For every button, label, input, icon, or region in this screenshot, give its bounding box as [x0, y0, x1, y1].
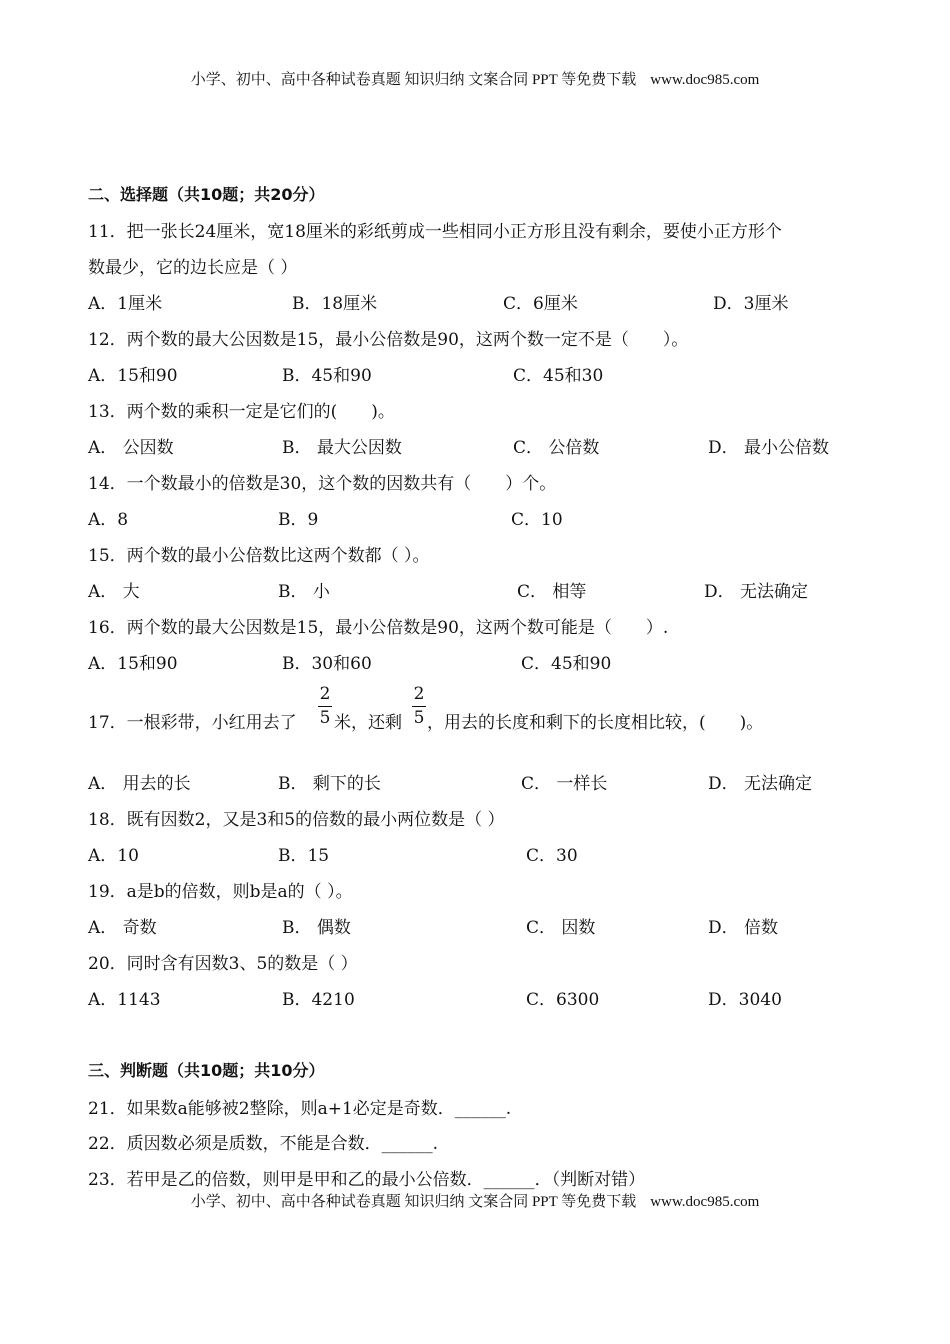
question-stem-part-1: 17．一根彩带，小红用去了: [88, 713, 297, 733]
option-a[interactable]: A．15和90: [88, 366, 178, 386]
option-b[interactable]: B． 偶数: [282, 918, 351, 938]
page-header: [0, 68, 950, 89]
question-stem: 16．两个数的最大公因数是15，最小公倍数是90，这两个数可能是（ ）.: [88, 618, 669, 638]
option-d[interactable]: D． 倍数: [708, 918, 779, 938]
fraction-denominator: 5: [413, 708, 425, 728]
option-a[interactable]: A．1厘米: [88, 294, 163, 314]
option-b[interactable]: B．9: [278, 510, 319, 530]
question-stem: 15．两个数的最小公倍数比这两个数都（ ）。: [88, 546, 430, 566]
option-a[interactable]: A．1143: [88, 990, 161, 1010]
option-c[interactable]: C． 公倍数: [513, 438, 600, 458]
option-a[interactable]: A．15和90: [88, 654, 178, 674]
question-stem: 19．a是b的倍数，则b是a的（ ）。: [88, 882, 353, 902]
page-footer: [0, 1190, 950, 1211]
option-b[interactable]: B． 小: [278, 582, 330, 602]
section-title-judgement: 三、判断题（共10题；共10分）: [88, 1061, 325, 1080]
fraction-denominator: 5: [319, 708, 331, 728]
question-stem-continued: 数最少，它的边长应是（ ）: [88, 258, 298, 278]
question-stem: 14．一个数最小的倍数是30，这个数的因数共有（ ）个。: [88, 474, 557, 494]
option-a[interactable]: A．10: [88, 846, 139, 866]
option-c[interactable]: C． 相等: [517, 582, 587, 602]
judgement-question: 21．如果数a能够被2整除，则a+1必定是奇数．______.: [88, 1099, 512, 1119]
option-b[interactable]: B．45和90: [282, 366, 372, 386]
question-stem: 11．把一张长24厘米，宽18厘米的彩纸剪成一些相同小正方形且没有剩余，要使小正方形个: [88, 222, 782, 242]
option-c[interactable]: C．30: [526, 846, 578, 866]
option-b[interactable]: B．15: [278, 846, 330, 866]
judgement-question: 22．质因数必须是质数，不能是合数．______.: [88, 1134, 439, 1154]
option-b[interactable]: B． 最大公因数: [282, 438, 402, 458]
option-a[interactable]: A． 奇数: [88, 918, 157, 938]
option-c[interactable]: C．45和30: [513, 366, 604, 386]
option-c[interactable]: C．45和90: [521, 654, 612, 674]
option-b[interactable]: B．30和60: [282, 654, 372, 674]
question-stem-part-3: ，用去的长度和剩下的长度相比较，( )。: [427, 713, 764, 733]
fraction-bar: [318, 706, 332, 707]
option-a[interactable]: A． 用去的长: [88, 774, 191, 794]
option-c[interactable]: C． 因数: [526, 918, 596, 938]
option-d[interactable]: D．3厘米: [713, 294, 789, 314]
option-a[interactable]: A． 大: [88, 582, 140, 602]
option-c[interactable]: C．6厘米: [503, 294, 578, 314]
fraction-bar: [412, 706, 426, 707]
question-stem: 20．同时含有因数3、5的数是（ ）: [88, 954, 358, 974]
option-a[interactable]: A． 公因数: [88, 438, 174, 458]
option-b[interactable]: B．18厘米: [292, 294, 378, 314]
option-c[interactable]: C．10: [511, 510, 563, 530]
fraction-numerator: 2: [413, 684, 425, 704]
option-b[interactable]: B． 剩下的长: [278, 774, 381, 794]
question-stem: 18．既有因数2，又是3和5的倍数的最小两位数是（ ）: [88, 810, 505, 830]
header-site: www.doc985.com: [650, 72, 760, 88]
footer-site: www.doc985.com: [650, 1194, 760, 1210]
question-stem-part-2: 米，还剩: [334, 713, 402, 733]
option-d[interactable]: D． 无法确定: [704, 582, 809, 602]
option-d[interactable]: D．3040: [708, 990, 782, 1010]
fraction-numerator: 2: [319, 684, 331, 704]
option-a[interactable]: A．8: [88, 510, 129, 530]
question-stem: 13．两个数的乘积一定是它们的( )。: [88, 402, 395, 422]
section-title-choice: 二、选择题（共10题；共20分）: [88, 185, 325, 204]
question-stem: 12．两个数的最大公因数是15，最小公倍数是90，这两个数一定不是（ ）。: [88, 330, 689, 350]
option-c[interactable]: C．6300: [526, 990, 600, 1010]
header-text: 小学、初中、高中各种试卷真题 知识归纳 文案合同 PPT 等免费下载: [190, 72, 637, 88]
option-c[interactable]: C． 一样长: [521, 774, 608, 794]
fraction-remaining: [412, 685, 426, 727]
option-d[interactable]: D． 最小公倍数: [708, 438, 830, 458]
footer-text: 小学、初中、高中各种试卷真题 知识归纳 文案合同 PPT 等免费下载: [190, 1194, 637, 1210]
option-d[interactable]: D． 无法确定: [708, 774, 813, 794]
fraction-used: [318, 685, 332, 727]
option-b[interactable]: B．4210: [282, 990, 355, 1010]
judgement-question: 23．若甲是乙的倍数，则甲是甲和乙的最小公倍数．______．（判断对错）: [88, 1170, 646, 1190]
